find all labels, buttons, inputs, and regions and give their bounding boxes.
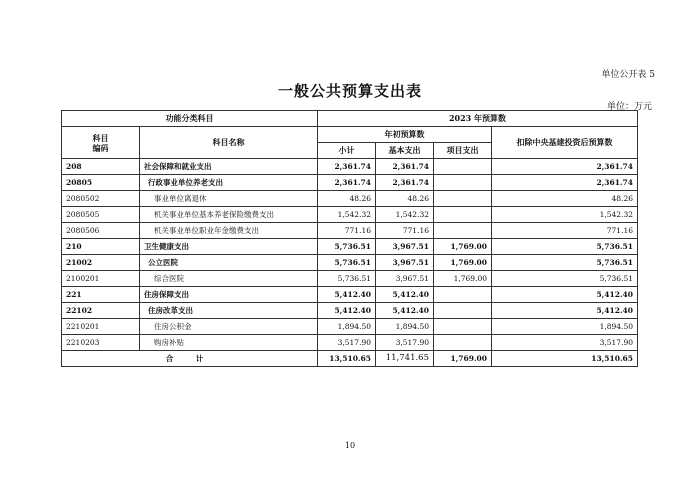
header-excl-central: 扣除中央基建投资后预算数 <box>492 127 638 159</box>
row-name: 行政事业单位养老支出 <box>140 175 318 191</box>
row-code: 2080505 <box>62 207 140 223</box>
row-subtotal: 5,412.40 <box>318 303 376 319</box>
row-basic: 1,542.32 <box>376 207 434 223</box>
row-basic: 5,412.40 <box>376 303 434 319</box>
row-subtotal: 771.16 <box>318 223 376 239</box>
row-excl: 2,361.74 <box>492 175 638 191</box>
row-name: 机关事业单位职业年金缴费支出 <box>140 223 318 239</box>
row-excl: 5,736.51 <box>492 271 638 287</box>
row-name: 社会保障和就业支出 <box>140 159 318 175</box>
header-basic: 基本支出 <box>376 143 434 159</box>
table-row <box>62 287 638 303</box>
table-row <box>62 159 638 175</box>
total-label: 合 计 <box>62 351 318 367</box>
row-subtotal: 48.26 <box>318 191 376 207</box>
row-name: 事业单位离退休 <box>140 191 318 207</box>
row-excl: 771.16 <box>492 223 638 239</box>
row-project: 1,769.00 <box>434 271 492 287</box>
row-name: 卫生健康支出 <box>140 239 318 255</box>
row-name: 购房补贴 <box>140 335 318 351</box>
row-project <box>434 303 492 319</box>
header-subject-name: 科目名称 <box>140 127 318 159</box>
row-basic: 48.26 <box>376 191 434 207</box>
row-excl: 3,517.90 <box>492 335 638 351</box>
table-row <box>62 303 638 319</box>
row-project <box>434 223 492 239</box>
row-name: 住房改革支出 <box>140 303 318 319</box>
form-id: 单位公开表 5 <box>601 70 655 80</box>
row-basic: 2,361.74 <box>376 159 434 175</box>
header-project: 项目支出 <box>434 143 492 159</box>
row-code: 2210203 <box>62 335 140 351</box>
header-budget-year: 2023 年预算数 <box>318 111 638 127</box>
page-number: 10 <box>344 441 356 450</box>
row-basic: 1,894.50 <box>376 319 434 335</box>
row-project <box>434 159 492 175</box>
row-basic: 5,412.40 <box>376 287 434 303</box>
total-row <box>62 351 638 367</box>
row-excl: 1,894.50 <box>492 319 638 335</box>
row-project: 1,769.00 <box>434 255 492 271</box>
table-row <box>62 319 638 335</box>
row-project <box>434 287 492 303</box>
total-excl: 13,510.65 <box>492 351 638 367</box>
row-project <box>434 175 492 191</box>
table-row <box>62 271 638 287</box>
header-func-class: 功能分类科目 <box>62 111 318 127</box>
table-row <box>62 175 638 191</box>
row-excl: 48.26 <box>492 191 638 207</box>
table-row <box>62 223 638 239</box>
row-code: 2080506 <box>62 223 140 239</box>
header-subject-code: 科目 编码 <box>62 127 140 159</box>
row-subtotal: 3,517.90 <box>318 335 376 351</box>
row-name: 公立医院 <box>140 255 318 271</box>
budget-table <box>61 110 638 367</box>
row-code: 20805 <box>62 175 140 191</box>
row-code: 210 <box>62 239 140 255</box>
row-subtotal: 5,736.51 <box>318 271 376 287</box>
row-excl: 5,412.40 <box>492 287 638 303</box>
row-subtotal: 1,894.50 <box>318 319 376 335</box>
row-name: 机关事业单位基本养老保险缴费支出 <box>140 207 318 223</box>
table-row <box>62 255 638 271</box>
row-project <box>434 335 492 351</box>
row-excl: 1,542.32 <box>492 207 638 223</box>
row-excl: 5,736.51 <box>492 239 638 255</box>
row-code: 2080502 <box>62 191 140 207</box>
row-basic: 2,361.74 <box>376 175 434 191</box>
row-code: 221 <box>62 287 140 303</box>
header-row-2 <box>62 127 638 143</box>
row-basic: 3,967.51 <box>376 239 434 255</box>
total-project: 1,769.00 <box>434 351 492 367</box>
row-subtotal: 1,542.32 <box>318 207 376 223</box>
row-excl: 5,412.40 <box>492 303 638 319</box>
row-code: 22102 <box>62 303 140 319</box>
row-subtotal: 5,412.40 <box>318 287 376 303</box>
row-project <box>434 191 492 207</box>
total-basic: 11,741.65 <box>376 351 434 367</box>
row-code: 2210201 <box>62 319 140 335</box>
table-row <box>62 191 638 207</box>
row-subtotal: 5,736.51 <box>318 239 376 255</box>
table-row <box>62 207 638 223</box>
table-row <box>62 335 638 351</box>
row-code: 21002 <box>62 255 140 271</box>
row-excl: 2,361.74 <box>492 159 638 175</box>
row-subtotal: 5,736.51 <box>318 255 376 271</box>
row-excl: 5,736.51 <box>492 255 638 271</box>
row-basic: 3,967.51 <box>376 271 434 287</box>
header-initial-budget: 年初预算数 <box>318 127 492 143</box>
total-subtotal: 13,510.65 <box>318 351 376 367</box>
row-subtotal: 2,361.74 <box>318 159 376 175</box>
row-basic: 3,517.90 <box>376 335 434 351</box>
row-basic: 771.16 <box>376 223 434 239</box>
row-code: 208 <box>62 159 140 175</box>
row-name: 综合医院 <box>140 271 318 287</box>
row-project <box>434 207 492 223</box>
table-row <box>62 239 638 255</box>
header-subtotal: 小计 <box>318 143 376 159</box>
header-row-1 <box>62 111 638 127</box>
row-basic: 3,967.51 <box>376 255 434 271</box>
unit-label: 单位：万元 <box>606 102 652 112</box>
row-subtotal: 2,361.74 <box>318 175 376 191</box>
page-title: 一般公共预算支出表 <box>277 82 422 100</box>
row-name: 住房公积金 <box>140 319 318 335</box>
row-code: 2100201 <box>62 271 140 287</box>
row-project: 1,769.00 <box>434 239 492 255</box>
row-project <box>434 319 492 335</box>
row-name: 住房保障支出 <box>140 287 318 303</box>
